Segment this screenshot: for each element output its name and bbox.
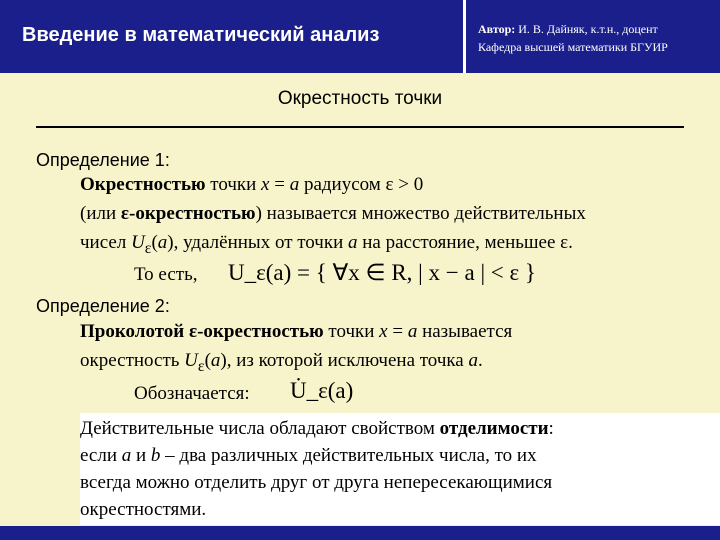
author-block [478, 20, 668, 56]
text: ( [151, 232, 158, 253]
def1-line3 [80, 232, 573, 258]
var-x: x [261, 174, 270, 195]
def1-term2: ε-окрестностью [120, 203, 256, 224]
text: на расстояние, меньшее ε. [357, 232, 573, 253]
section-title: Окрестность точки [277, 88, 443, 109]
var-b: b [150, 445, 161, 466]
def2-label: Определение 2: [36, 296, 170, 316]
def2-line1 [80, 321, 512, 343]
title-rule [36, 126, 684, 128]
bottom-bar [0, 526, 720, 540]
text: (или [80, 203, 121, 224]
text: = [387, 321, 408, 342]
var-a: a [348, 232, 358, 253]
text: – два различных действительных числа, то их [160, 445, 537, 466]
var-a: a [210, 350, 221, 371]
def2-term: Проколотой ε-окрестностью [80, 321, 324, 342]
note-line4: окрестностями. [80, 499, 207, 520]
def1-formula: U_ε(a) = { ∀x ∈ R, | x − a | < ε } [228, 260, 536, 285]
note-line2 [80, 445, 537, 467]
text: Действительные числа обладают свойством [80, 418, 440, 439]
text: ) называется множество действительных [255, 203, 586, 224]
def2-formula: U̇_ε(a) [290, 378, 354, 403]
header-divider [463, 0, 466, 73]
sub-eps: ε [144, 239, 152, 257]
department: Кафедра высшей математики БГУИР [478, 40, 668, 54]
var-U: U [184, 350, 198, 371]
note-line3: всегда можно отделить друг от друга непересекающимися [80, 472, 553, 493]
text: радиусом ε > 0 [299, 174, 424, 195]
def1-line1 [80, 174, 423, 196]
text: чисел [80, 232, 132, 253]
def1-line2 [80, 203, 586, 225]
note-term: отделимости [439, 418, 549, 439]
var-a: a [468, 350, 478, 371]
var-a: a [121, 445, 132, 466]
that-is-label: То есть, [134, 264, 198, 285]
text: точки [205, 174, 262, 195]
text: окрестность [80, 350, 185, 371]
denoted-label: Обозначается: [134, 383, 250, 404]
text: ( [204, 350, 211, 371]
text: точки [323, 321, 380, 342]
def1-label: Определение 1: [36, 150, 170, 170]
text: . [478, 350, 483, 371]
var-x: x [379, 321, 388, 342]
text: называется [417, 321, 513, 342]
sub-eps: ε [197, 357, 205, 375]
text: если [80, 445, 122, 466]
def2-line2 [80, 350, 483, 376]
var-a: a [289, 174, 300, 195]
var-a: a [407, 321, 418, 342]
course-title: Введение в математический анализ [22, 24, 380, 46]
author-name: И. В. Дайняк, к.т.н., доцент [518, 22, 658, 36]
author-label: Автор: [478, 22, 516, 36]
text: и [131, 445, 151, 466]
note-line1 [80, 418, 554, 440]
text: ), из которой исключена точка [220, 350, 469, 371]
text: ), удалённых от точки [167, 232, 349, 253]
var-a: a [157, 232, 168, 253]
text: = [269, 174, 290, 195]
def1-term: Окрестностью [80, 174, 206, 195]
text: : [548, 418, 554, 439]
header-bar [0, 0, 720, 73]
var-U: U [131, 232, 145, 253]
